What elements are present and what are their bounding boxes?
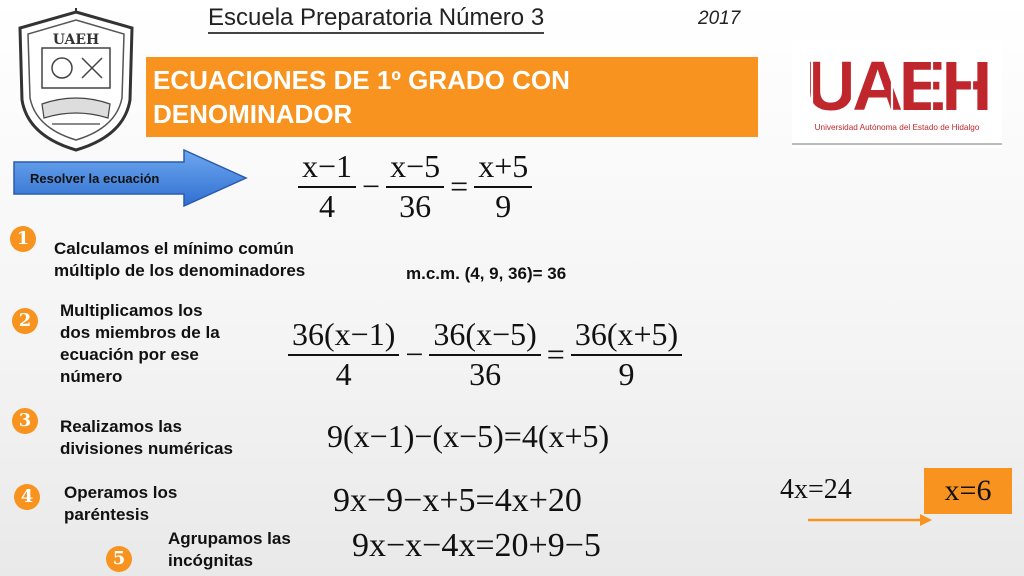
step-4-badge: 4 [14,484,40,510]
step-3-badge: 3 [12,408,38,434]
step-4-line-2: paréntesis [64,505,150,524]
fraction-denominator: 4 [319,187,336,224]
fraction-term-1 [298,150,356,223]
step-3-line-1: Realizamos las [60,417,182,436]
step-4-line-1: Operamos los [64,483,178,502]
fraction-term-2 [386,150,444,223]
step-2-equation [288,318,682,391]
uaeh-logo-tagline: Universidad Autónoma del Estado de Hidalgo [814,123,980,132]
step-3-line-2: divisiones numéricas [60,439,233,458]
result-box: x=6 [924,468,1012,514]
step-5-text [168,528,338,572]
step-4-text [64,482,234,526]
fraction-numerator: x−1 [302,148,353,184]
minus-sign: − [362,168,381,205]
step-5-equation: 9x−x−4x=20+9−5 [352,527,601,564]
slide-title [146,57,758,137]
fraction-numerator: 36(x+5) [574,316,679,352]
equals-sign: = [546,336,565,373]
step-1-badge: 1 [10,226,36,252]
step-1-text [54,238,394,282]
step-2-line-4: número [60,367,123,386]
step-2-line-1: Multiplicamos los [60,301,203,320]
step-1-line-1: Calculamos el mínimo común [54,239,294,258]
fraction-term-3 [571,318,682,391]
fraction-term-3 [474,150,532,223]
step-3-text [60,416,290,460]
step-5-line-1: Agrupamos las [168,529,291,548]
fraction-denominator: 36 [469,355,502,392]
fraction-numerator: 36(x−1) [292,316,396,352]
minus-sign: − [405,336,424,373]
fraction-denominator: 4 [335,355,352,392]
uaeh-logo-letters: UAEH [805,47,989,125]
arrow-label: Resolver la ecuación [30,171,160,186]
intermediate-equation: 4x=24 [780,474,852,505]
step-1-line-2: múltiplo de los denominadores [54,261,306,280]
fraction-numerator: x+5 [478,148,529,184]
crest-lettering: UAEH [52,32,100,48]
step-5-line-2: incógnitas [168,551,254,570]
fraction-term-2 [429,318,540,391]
step-2-line-2: dos miembros de la [60,323,220,342]
fraction-numerator: x−5 [390,148,441,184]
slide-title-line-1: ECUACIONES DE 1º GRADO CON [153,65,570,95]
fraction-denominator: 9 [495,187,512,224]
year-label: 2017 [698,8,741,29]
equals-sign: = [450,168,469,205]
slide-title-line-2: DENOMINADOR [153,99,353,129]
step-2-text [60,300,270,388]
fraction-denominator: 36 [399,187,432,224]
main-equation [298,150,532,223]
step-2-line-3: ecuación por ese [60,345,199,364]
fraction-term-1 [288,318,399,391]
right-arrow-icon [806,510,936,530]
step-5-badge: 5 [106,546,132,572]
uaeh-logo [792,40,1002,148]
fraction-numerator: 36(x−5) [433,316,537,352]
step-1-mcm: m.c.m. (4, 9, 36)= 36 [406,264,567,283]
step-3-equation: 9(x−1)−(x−5)=4(x+5) [327,418,610,454]
school-crest-logo [12,8,140,154]
step-4-equation: 9x−9−x+5=4x+20 [333,482,582,519]
fraction-denominator: 9 [618,355,635,392]
step-2-badge: 2 [12,308,38,334]
school-name: Escuela Preparatoria Número 3 [208,4,544,34]
